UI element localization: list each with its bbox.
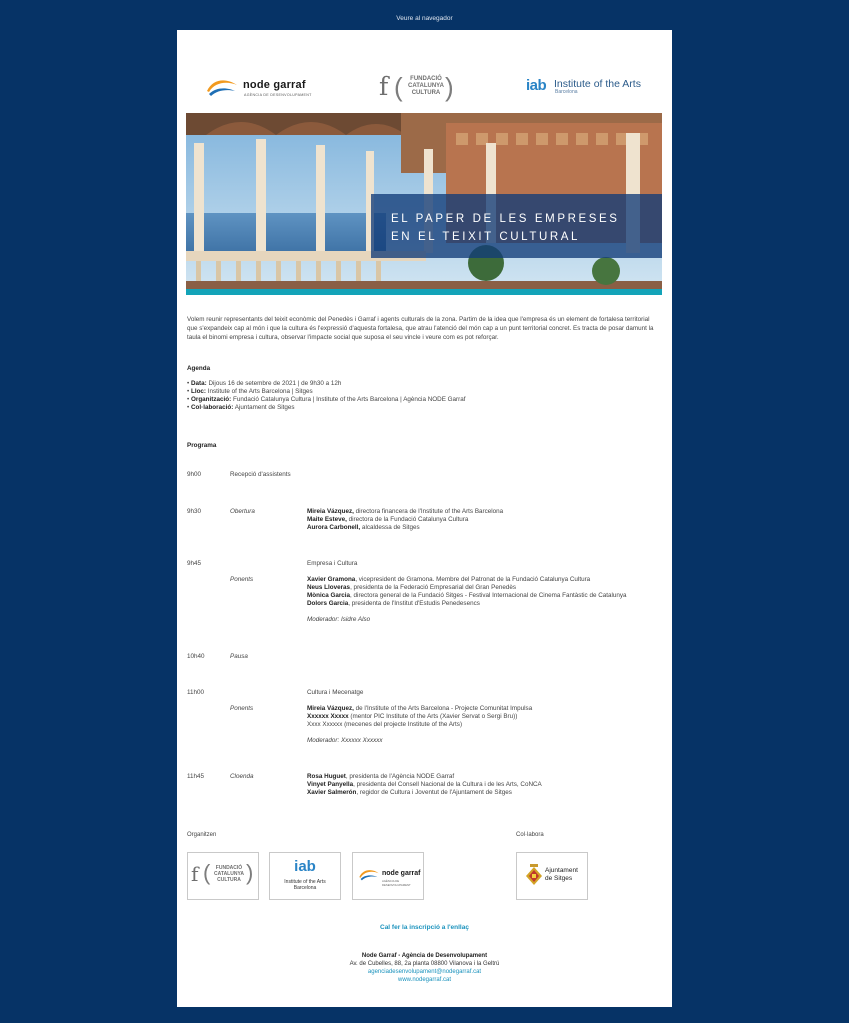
programme-time: 11h45 xyxy=(187,773,205,780)
iab-mark: iab xyxy=(294,858,316,875)
programme-label-opening: Obertura xyxy=(230,508,255,515)
organizers-label: Organitzen xyxy=(187,832,217,838)
programme-session1-speakers: Xavier Gramona, vicepresident de Gramona. Membre del Patronat de la Fundació Catalunya Cultura Neus Lloveras, presidenta de la Federació Empresarial del Gran Penedès Mònica Garcia, directora general de la Fundació Sitges - Festival Internacional de Cinema Fantàstic de Catalunya Dolors Garcia, presidenta de l'Institut d'Estudis Penedesencs xyxy=(307,576,627,607)
programme-time: 9h00 xyxy=(187,471,202,478)
node-garraf-name: node garraf xyxy=(382,870,421,877)
programme-session2-speakers: Mireia Vázquez, de l'Institute of the Arts Barcelona - Projecte Comunitat Impulsa Xxxxxx Xxxxx (mentor PIC Institute of the Arts (Xavier Servat o Sergi Bru)) Xxxx Xxxxxx (mecenes del projecte Institute of the Arts) xyxy=(307,705,533,728)
agenda-list xyxy=(187,380,466,412)
node-garraf-tagline: AGÈNCIA DE DESENVOLUPAMENT xyxy=(244,93,312,97)
hero-accent-strip xyxy=(186,289,662,295)
registration-link[interactable]: Cal fer la inscripció a l'enllaç xyxy=(380,924,469,931)
node-garraf-logo[interactable] xyxy=(205,74,315,102)
programme-closing-speakers: Rosa Huguet, presidenta de l'Agència NODE Garraf Vinyet Panyella, presidenta del Consell Nacional de la Cultura i de les Arts, CoNCA Xavier Salmerón, regidor de Cultura i Joventut de l'Ajuntament de Sitges xyxy=(307,773,542,796)
collaborator-label: Col·labora xyxy=(516,832,544,838)
iab-wordmark: Institute of the Arts Barcelona xyxy=(284,879,326,891)
iab-city: Barcelona xyxy=(555,89,578,95)
institute-of-the-arts-logo[interactable] xyxy=(526,77,651,99)
programme-moderator: Moderador: Xxxxxx Xxxxxx xyxy=(307,737,383,744)
footer-org: Node Garraf - Agència de Desenvolupament xyxy=(361,953,488,959)
node-garraf-swoosh-icon xyxy=(358,867,380,882)
iab-name: Institute of the Arts xyxy=(554,78,641,90)
sitges-shield-icon xyxy=(525,864,543,886)
view-in-browser-link[interactable]: Veure al navegador xyxy=(396,15,453,22)
node-garraf-swoosh-icon xyxy=(205,76,239,98)
footer xyxy=(177,952,672,984)
programme-heading: Programa xyxy=(187,442,217,449)
programme-time: 10h40 xyxy=(187,653,205,660)
agenda-item-place: • Lloc: Institute of the Arts Barcelona | Sitges xyxy=(187,388,313,395)
footer-web-link[interactable]: www.nodegarraf.cat xyxy=(397,977,452,983)
sitges-wordmark: Ajuntament de Sitges xyxy=(545,867,578,882)
partner-logo-fundacio[interactable] xyxy=(187,852,259,900)
newsletter-sheet xyxy=(177,30,672,1007)
programme-session-title: Cultura i Mecenatge xyxy=(307,689,364,696)
programme-label-speakers: Ponents xyxy=(230,576,254,583)
fundacio-catalunya-cultura-logo[interactable] xyxy=(379,72,459,102)
programme-session-title: Empresa i Cultura xyxy=(307,560,358,567)
fundacio-wordmark: FUNDACIÓ CATALUNYA CULTURA xyxy=(214,865,244,883)
fundacio-wordmark: FUNDACIÓ CATALUNYA CULTURA xyxy=(408,76,444,96)
programme-time: 9h45 xyxy=(187,560,202,567)
footer-address: Av. de Cubelles, 88, 2a planta 08800 Vilanova i la Geltrú xyxy=(349,961,500,967)
partner-logo-node-garraf[interactable] xyxy=(352,852,424,900)
fundacio-close-paren-icon: ) xyxy=(445,72,454,102)
partner-logo-iab[interactable] xyxy=(269,852,341,900)
partner-logo-ajuntament-sitges[interactable] xyxy=(516,852,588,900)
fundacio-f-mark: f xyxy=(191,862,199,886)
agenda-item-date: • Data: Dijous 16 de setembre de 2021 | de 9h30 a 12h xyxy=(187,380,342,387)
programme-reception: Recepció d'assistents xyxy=(230,471,291,478)
intro-paragraph: Volem reunir representants del teixit econòmic del Penedès i Garraf i agents culturals de la zona. Partim de la idea que l'empresa és un element de fortalesa territorial que s'expandeix cap al món i que la cultura és l'expressió d'aquesta fortalesa, que atrau l'atenció del món cap a un punt territorial concret. Es tracta de posar damunt la taula el binomi empresa i cultura, observar l'impacte social que suposa el seu vincle i veure com es pot reforçar. xyxy=(187,316,654,341)
footer-email-link[interactable]: agenciadesenvolupament@nodegarraf.cat xyxy=(367,969,482,975)
programme-moderator: Moderador: Isidre Also xyxy=(307,616,371,623)
node-garraf-tagline: AGÈNCIA DE DESENVOLUPAMENT xyxy=(382,879,411,887)
fundacio-close-paren-icon: ) xyxy=(246,860,254,885)
programme-label-speakers: Ponents xyxy=(230,705,254,712)
node-garraf-name: node garraf xyxy=(243,79,306,91)
programme-time: 11h00 xyxy=(187,689,205,696)
iab-mark: iab xyxy=(526,77,547,94)
agenda-item-organization: • Organització: Fundació Catalunya Cultura | Institute of the Arts Barcelona | Agència NODE Garraf xyxy=(187,396,466,403)
hero-title: EL PAPER DE LES EMPRESES EN EL TEIXIT CULTURAL xyxy=(391,213,620,243)
fundacio-open-paren-icon: ( xyxy=(203,860,211,885)
programme-label-break: Pausa xyxy=(230,653,248,660)
programme-opening-speakers: Mireia Vázquez, directora financera de l'Institute of the Arts Barcelona Maite Esteve, directora de la Fundació Catalunya Cultura Aurora Carbonell, alcaldessa de Sitges xyxy=(307,508,504,531)
agenda-heading: Agenda xyxy=(187,365,211,372)
fundacio-open-paren-icon: ( xyxy=(394,72,403,102)
programme-label-closing: Cloenda xyxy=(230,773,254,780)
fundacio-f-mark: f xyxy=(379,72,389,101)
agenda-item-collaboration: • Col·laboració: Ajuntament de Sitges xyxy=(187,404,295,411)
programme-time: 9h30 xyxy=(187,508,202,515)
